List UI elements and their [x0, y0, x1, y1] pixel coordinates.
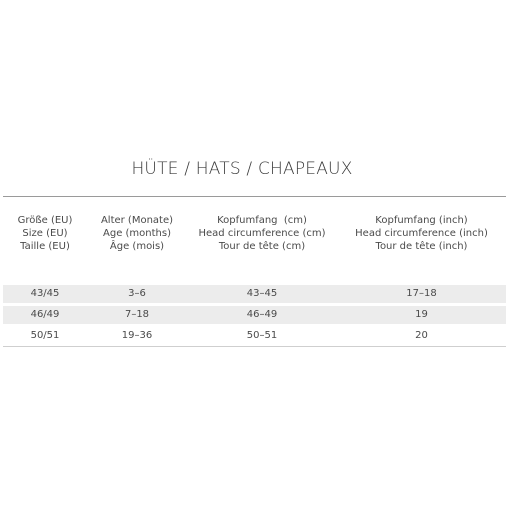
header-head-cm-fr: Tour de tête (cm)	[218, 241, 306, 252]
table-row	[3, 306, 506, 324]
header-age-de: Alter (Monate)	[100, 215, 174, 226]
table-header	[3, 214, 506, 258]
cell-head-cm: 50–51	[246, 330, 278, 341]
cell-size: 50/51	[30, 330, 60, 341]
header-head-cm-en: Head circumference (cm)	[198, 228, 326, 239]
header-head-cm	[187, 214, 337, 253]
header-size-en: Size (EU)	[22, 228, 68, 239]
cell-size: 43/45	[30, 288, 60, 299]
cell-head-inch: 20	[415, 330, 428, 341]
cell-head-inch: 17–18	[406, 288, 437, 299]
header-head-cm-de: Kopfumfang (cm)	[217, 215, 307, 226]
table-row	[3, 285, 506, 303]
cell-head-inch: 19	[415, 309, 428, 320]
header-head-inch-en: Head circumference (inch)	[355, 228, 488, 239]
table-row	[3, 327, 506, 345]
header-size-de: Größe (EU)	[17, 215, 73, 226]
table-bottom-divider	[3, 346, 506, 347]
header-head-inch-fr: Tour de tête (inch)	[375, 241, 468, 252]
cell-age: 7–18	[124, 309, 150, 320]
header-head-inch	[337, 214, 506, 253]
cell-size: 46/49	[30, 309, 60, 320]
cell-head-cm: 46–49	[246, 309, 278, 320]
cell-age: 3–6	[128, 288, 146, 299]
title-divider	[3, 196, 506, 197]
cell-head-cm: 43–45	[246, 288, 278, 299]
header-size-fr: Taille (EU)	[20, 241, 70, 252]
cell-age: 19–36	[121, 330, 153, 341]
header-size	[3, 214, 87, 253]
chart-title: HÜTE / HATS / CHAPEAUX	[131, 159, 353, 179]
header-age	[87, 214, 187, 253]
header-age-en: Age (months)	[103, 228, 171, 239]
header-age-fr: Âge (mois)	[109, 241, 165, 252]
header-head-inch-de: Kopfumfang (inch)	[375, 215, 468, 226]
